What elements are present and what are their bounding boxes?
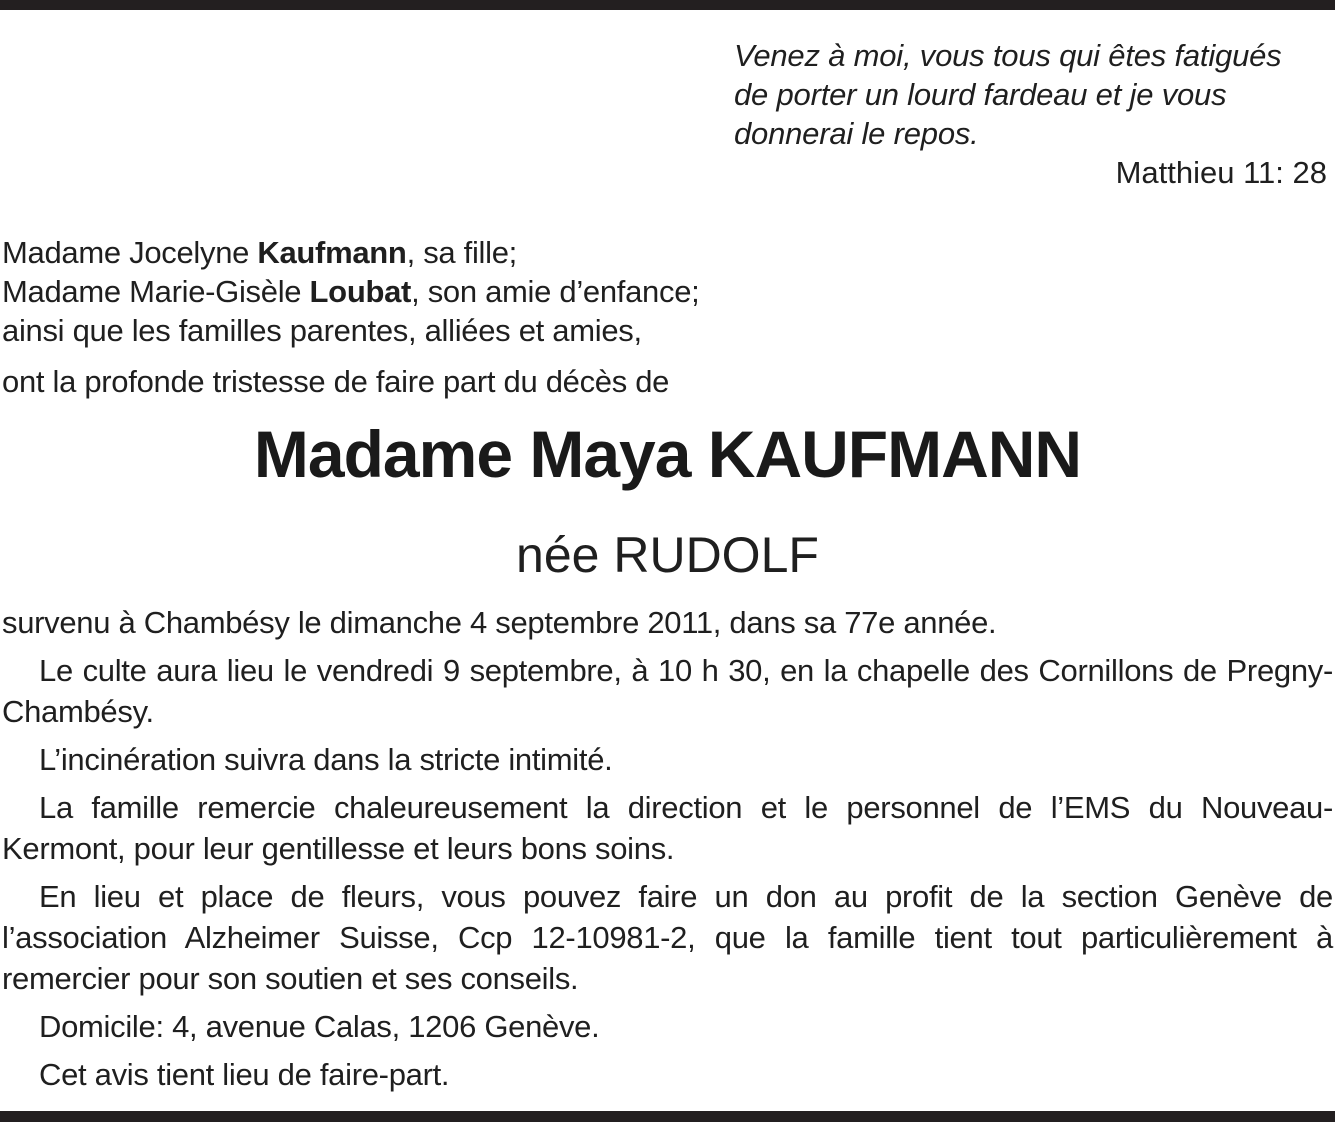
deceased-name: Madame Maya KAUFMANN	[253, 417, 1082, 491]
thanks-paragraph: La famille remercie chaleureusement la direction et le personnel de l’EMS du Nouveau-Kermont, pour leur gentillesse et leurs bons soins.	[2, 790, 1333, 866]
death-details: survenu à Chambésy le dimanche 4 septembre 2011, dans sa 77e année.	[2, 605, 997, 640]
verse-reference: Matthieu 11: 28	[1115, 155, 1327, 190]
maiden-name: née RUDOLF	[516, 527, 819, 583]
cremation-details: L’incinération suivra dans la stricte intimité.	[39, 742, 613, 777]
family-member	[2, 233, 902, 272]
announcement-intro: ont la profonde tristesse de faire part du décès de	[2, 364, 670, 399]
verse-line: donnerai le repos.	[734, 116, 979, 151]
notice-statement: Cet avis tient lieu de faire-part.	[39, 1057, 450, 1092]
top-border-rule	[0, 0, 1335, 10]
member-surname: Kaufmann	[257, 235, 407, 270]
service-details: Le culte aura lieu le vendredi 9 septembre, à 10 h 30, en la chapelle des Cornillons de Pregny-Chambésy.	[2, 653, 1333, 729]
family-list	[2, 233, 902, 350]
family-others: ainsi que les familles parentes, alliées et amies,	[2, 313, 642, 348]
member-relation: , sa fille;	[406, 235, 517, 270]
member-prefix: Madame Marie-Gisèle	[2, 274, 310, 309]
bottom-border-rule	[0, 1111, 1335, 1122]
member-relation: , son amie d’enfance;	[411, 274, 700, 309]
member-surname: Loubat	[309, 274, 412, 309]
bible-verse	[734, 36, 1334, 153]
family-member	[2, 272, 902, 311]
verse-line: Venez à moi, vous tous qui êtes fatigués	[734, 38, 1282, 73]
home-address: Domicile: 4, avenue Calas, 1206 Genève.	[39, 1009, 600, 1044]
notice-body	[2, 602, 1333, 1102]
member-prefix: Madame Jocelyne	[2, 235, 258, 270]
donation-paragraph: En lieu et place de fleurs, vous pouvez faire un don au profit de la section Genève de l’association Alzheimer Suisse, Ccp 12-10981-2, que la famille tient tout particulièrement à remercier pour son soutien et ses conseils.	[2, 879, 1333, 996]
verse-line: de porter un lourd fardeau et je vous	[734, 77, 1227, 112]
